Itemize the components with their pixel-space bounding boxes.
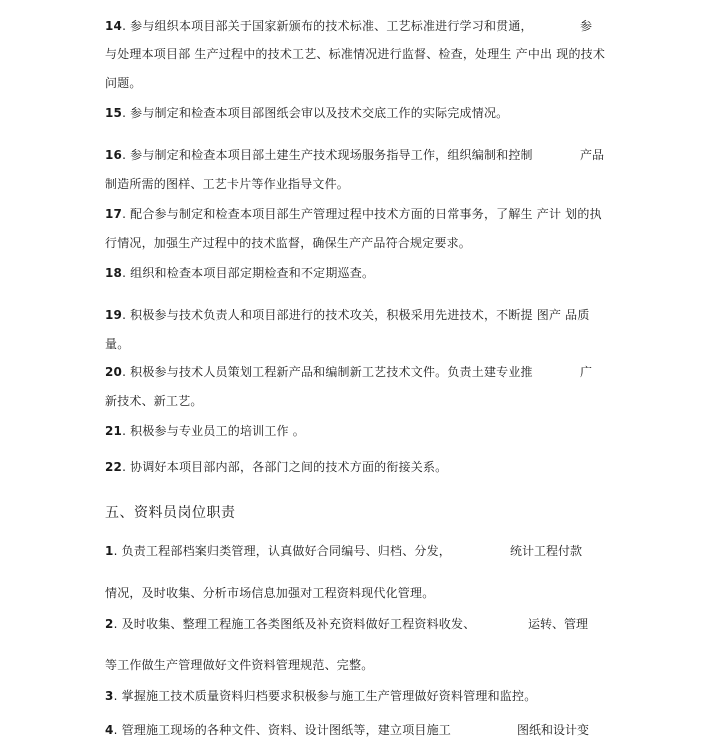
- item-number: 19: [105, 308, 123, 322]
- item-number: 2: [105, 617, 114, 631]
- item-number: 1: [105, 544, 114, 558]
- item-21-line-1: [105, 423, 305, 439]
- item-16-line-1: [105, 147, 533, 163]
- item-text: . 协调好本项目部内部，各部门之间的技术方面的衔接关系。: [122, 460, 448, 474]
- duty-2-line-1: [105, 616, 475, 632]
- item-20-trailing-text: 广: [580, 365, 593, 379]
- item-text: . 积极参与专业员工的培训工作 。: [122, 424, 305, 438]
- item-19-line-1: [105, 307, 590, 323]
- item-number: 14: [105, 19, 123, 33]
- item-number: 18: [105, 266, 123, 280]
- item-14-line-1: [105, 18, 533, 34]
- item-19-line-2: 量。: [105, 337, 130, 351]
- item-17-line-1: [105, 206, 602, 222]
- duty-4-trailing-text: 图纸和设计变: [517, 723, 590, 737]
- section-heading: 五、资料员岗位职责: [105, 505, 236, 521]
- item-number: 21: [105, 424, 123, 438]
- duty-4-line-1: [105, 722, 451, 738]
- item-text: . 参与制定和检查本项目部图纸会审以及技术交底工作的实际完成情况。: [122, 106, 509, 120]
- item-text: . 掌握施工技术质量资料归档要求积极参与施工生产管理做好资料管理和监控。: [113, 689, 537, 703]
- item-20-line-1: [105, 364, 533, 380]
- item-22-line-1: [105, 459, 447, 475]
- item-number: 16: [105, 148, 123, 162]
- item-14-line-3: 问题。: [105, 76, 142, 90]
- item-number: 22: [105, 460, 123, 474]
- item-17-line-2: 行情况，加强生产过程中的技术监督，确保生产产品符合规定要求。: [105, 236, 472, 250]
- item-text: . 组织和检查本项目部定期检查和不定期巡查。: [122, 266, 375, 280]
- item-15-line-1: [105, 105, 508, 121]
- item-14-trailing-text: 参: [580, 19, 593, 33]
- item-16-line-2: 制造所需的图样、工艺卡片等作业指导文件。: [105, 177, 350, 191]
- item-18-line-1: [105, 265, 374, 281]
- item-text: . 积极参与技术人员策划工程新产品和编制新工艺技术文件。负责土建专业推: [122, 365, 533, 379]
- item-text: . 及时收集、整理工程施工各类图纸及补充资料做好工程资料收发、: [113, 617, 476, 631]
- item-text: . 积极参与技术负责人和项目部进行的技术攻关，积极采用先进技术，不断提 图产 品质: [122, 308, 590, 322]
- item-16-trailing-text: 产品: [580, 148, 605, 162]
- item-14-line-2: 与处理本项目部 生产过程中的技术工艺、标准情况进行监督、检查，处理生 产中出 现的技术: [105, 47, 606, 61]
- item-number: 20: [105, 365, 123, 379]
- duty-1-line-2: 情况，及时收集、分析市场信息加强对工程资料现代化管理。: [105, 586, 435, 600]
- item-number: 15: [105, 106, 123, 120]
- item-number: 4: [105, 723, 114, 737]
- duty-1-line-1: [105, 543, 451, 559]
- duty-2-trailing-text: 运转、管理: [528, 617, 589, 631]
- item-text: . 参与制定和检查本项目部土建生产技术现场服务指导工作，组织编制和控制: [122, 148, 533, 162]
- duty-3-line-1: [105, 688, 536, 704]
- item-text: . 参与组织本项目部关于国家新颁布的技术标准、工艺标准进行学习和贯通，: [122, 19, 533, 33]
- duty-2-line-2: 等工作做生产管理做好文件资料管理规范、完整。: [105, 658, 374, 672]
- item-20-line-2: 新技术、新工艺。: [105, 394, 203, 408]
- item-text: . 负责工程部档案归类管理，认真做好合同编号、归档、分发，: [113, 544, 451, 558]
- duty-1-trailing-text: 统计工程付款: [510, 544, 583, 558]
- item-text: . 配合参与制定和检查本项目部生产管理过程中技术方面的日常事务，了解生 产计 划的执: [122, 207, 602, 221]
- item-number: 3: [105, 689, 114, 703]
- item-text: . 管理施工现场的各种文件、资料、设计图纸等，建立项目施工: [113, 723, 451, 737]
- item-number: 17: [105, 207, 123, 221]
